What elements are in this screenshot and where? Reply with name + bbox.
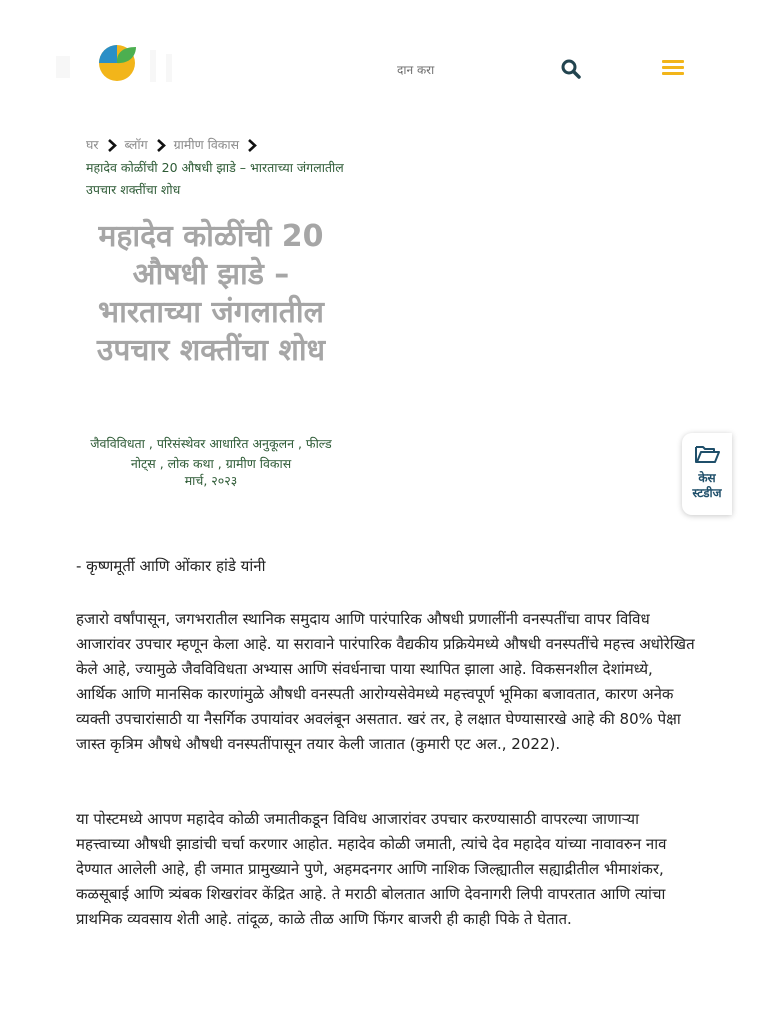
donate-link[interactable]: दान करा [397,63,435,77]
breadcrumb-home[interactable]: घर [86,137,99,152]
breadcrumb-blog[interactable]: ब्लॉग [124,137,148,152]
breadcrumb-rural-development[interactable]: ग्रामीण विकास [173,137,240,152]
breadcrumb [86,134,346,201]
chevron-right-icon [156,139,166,152]
case-studies-label: केस स्टडीज [692,471,722,500]
article-title: महादेव कोळींची 20 औषधी झाडे – भारताच्या जंगलातील उपचार शक्तींचा शोध [96,219,326,368]
article-byline: - कृष्णमूर्ती आणि ओंकार हांडे यांनी [76,557,266,575]
menu-bar [662,60,684,63]
article-date: मार्च, २०२३ [184,473,238,488]
search-icon[interactable] [560,58,582,80]
chevron-right-icon [107,139,117,152]
article-categories[interactable]: जैवविविधता , परिसंस्थेवर आधारित अनुकूलन , फील्ड नोट्स , लोक कथा , ग्रामीण विकास [90,436,332,471]
chevron-right-icon [247,139,257,152]
leaf-logo[interactable] [96,42,138,82]
folder-open-icon [694,443,720,465]
hamburger-menu-icon[interactable] [662,60,684,78]
site-header [0,0,768,120]
article-paragraph: हजारो वर्षांपासून, जगभरातील स्थानिक समुदाय आणि पारंपारिक औषधी प्रणालींनी वनस्पतींचा वापर विविध आजारांवर उपचार म्हणून केला आहे. या सरावाने पारंपारिक वैद्यकीय प्रक्रियेमध्ये औषधी वनस्पतींचे महत्त्व अधोरेखित केले आहे, ज्यामुळे जैवविविधता अभ्यास आणि संवर्धनाचा पाया स्थापित झाला आहे. विकसनशील देशांमध्ये, आर्थिक आणि मानसिक कारणांमुळे औषधी वनस्पती आरोग्यसेवेमध्ये महत्त्वपूर्ण भूमिका बजावतात, कारण अनेक व्यक्ती उपचारांसाठी या नैसर्गिक उपायांवर अवलंबून असतात. खरं तर, हे लक्षात घेण्यासारखे आहे की 80% पेक्षा जास्त कृत्रिम औषधे औषधी वनस्पतींपासून तयार केली जातात (कुमारी एट अल., 2022). [76,610,695,753]
menu-bar [662,66,684,69]
article-paragraph: या पोस्टमध्ये आपण महादेव कोळी जमातीकडून विविध आजारांवर उपचार करण्यासाठी वापरल्या जाणाऱ्या महत्त्वाच्या औषधी झाडांची चर्चा करणार आहोत. महादेव कोळी जमाती, त्यांचे देव महादेव यांच्या नावावरुन नाव देण्यात आलेली आहे, ही जमात प्रामुख्याने पुणे, अहमदनगर आणि नाशिक जिल्ह्यातील सह्याद्रीतील भीमाशंकर, कळसूबाई आणि त्र्यंबक शिखरांवर केंद्रित आहे. ते मराठी बोलतात आणि देवनागरी लिपी वापरतात आणि त्यांचा प्राथमिक व्यवसाय शेती आहे. तांदूळ, काळे तीळ आणि फिंगर बाजरी ही काही पिके ते घेतात. [76,810,667,928]
breadcrumb-current: महादेव कोळींची 20 औषधी झाडे – भारताच्या जंगलातील उपचार शक्तींचा शोध [86,160,344,197]
breadcrumb-links [86,134,346,156]
case-studies-tab[interactable] [682,433,732,515]
menu-bar [662,72,684,75]
